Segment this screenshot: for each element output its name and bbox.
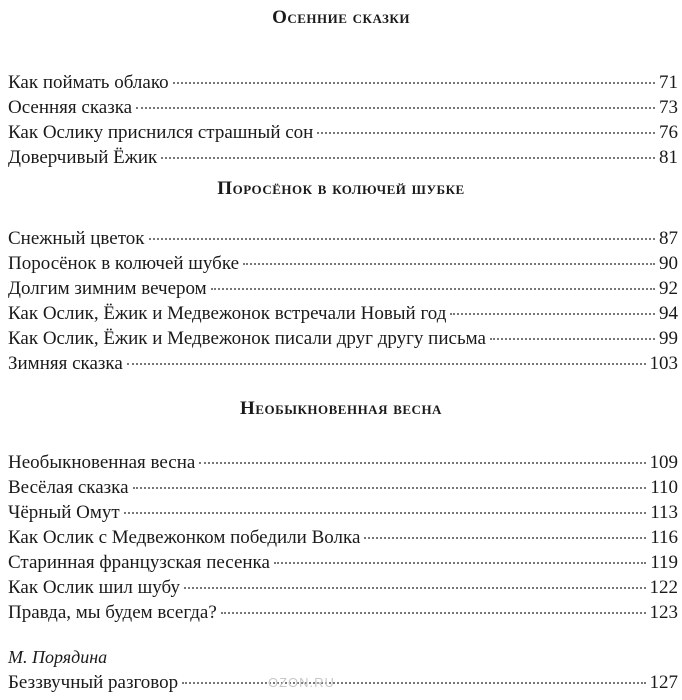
toc-entry	[8, 122, 678, 146]
entry-page: 76	[659, 122, 678, 143]
entry-page: 127	[649, 672, 678, 693]
dot-leader	[124, 512, 647, 514]
entry-page: 92	[659, 278, 678, 299]
entry-title: Долгим зимним вечером	[8, 278, 207, 299]
entry-title: Зимняя сказка	[8, 353, 123, 374]
entry-title: Поросёнок в колючей шубке	[8, 253, 240, 274]
toc-entry	[8, 97, 678, 121]
toc-entry	[8, 502, 678, 526]
toc-entry	[8, 278, 678, 302]
dot-leader	[173, 82, 655, 84]
entry-page: 90	[659, 253, 678, 274]
entry-title: Как поймать облако	[8, 72, 169, 93]
entry-page: 119	[650, 552, 678, 573]
entry-title: Чёрный Омут	[8, 502, 120, 523]
entry-page: 123	[649, 602, 678, 623]
toc-entry	[8, 147, 678, 171]
entry-page: 73	[659, 97, 678, 118]
toc-entry	[8, 477, 678, 501]
dot-leader	[490, 338, 655, 340]
toc-entry	[8, 672, 678, 696]
toc-entry	[8, 303, 678, 327]
entry-title: Старинная французская песенка	[8, 552, 270, 573]
toc-entry	[8, 577, 678, 601]
dot-leader	[133, 487, 647, 489]
entry-page: 103	[649, 353, 678, 374]
entry-title: Доверчивый Ёжик	[8, 147, 158, 168]
toc-entry	[8, 353, 678, 377]
toc-entry	[8, 328, 678, 352]
dot-leader	[450, 313, 655, 315]
entry-page: 109	[649, 452, 678, 473]
entry-page: 99	[659, 328, 678, 349]
entry-title: Как Ослик, Ёжик и Медвежонок встречали Новый год	[8, 303, 447, 324]
entry-page: 71	[659, 72, 678, 93]
dot-leader	[182, 682, 645, 684]
entry-title: Правда, мы будем всегда?	[8, 602, 217, 623]
toc-entry	[8, 253, 678, 277]
author-name: М. Порядина	[8, 647, 108, 667]
entry-title: Необыкновенная весна	[8, 452, 196, 473]
section-heading: Поросёнок в колючей шубке	[217, 178, 465, 199]
dot-leader	[243, 263, 655, 265]
entry-page: 113	[650, 502, 678, 523]
entry-title: Как Ослик с Медвежонком победили Волка	[8, 527, 361, 548]
toc-entry	[8, 72, 678, 96]
entry-title: Весёлая сказка	[8, 477, 129, 498]
entry-title: Осенняя сказка	[8, 97, 133, 118]
dot-leader	[149, 238, 656, 240]
entry-title: Беззвучный разговор	[8, 672, 179, 693]
dot-leader	[199, 462, 645, 464]
entry-page: 116	[650, 527, 678, 548]
entry-title: Как Ослик шил шубу	[8, 577, 180, 598]
entry-title: Как Ослику приснился страшный сон	[8, 122, 314, 143]
dot-leader	[274, 562, 646, 564]
entry-title: Как Ослик, Ёжик и Медвежонок писали друг другу письма	[8, 328, 486, 349]
entry-page: 81	[659, 147, 678, 168]
dot-leader	[184, 587, 646, 589]
toc-entry	[8, 552, 678, 576]
entry-page: 110	[650, 477, 678, 498]
dot-leader	[317, 132, 655, 134]
toc-entry	[8, 527, 678, 551]
entry-page: 122	[649, 577, 678, 598]
toc-entry	[8, 452, 678, 476]
entry-page: 87	[659, 228, 678, 249]
dot-leader	[221, 612, 646, 614]
section-heading: Необыкновенная весна	[240, 398, 442, 419]
dot-leader	[136, 107, 655, 109]
dot-leader	[161, 157, 655, 159]
watermark: OZON.RU	[268, 675, 335, 690]
entry-title: Снежный цветок	[8, 228, 145, 249]
dot-leader	[364, 537, 646, 539]
section-heading: Осенние сказки	[272, 7, 410, 28]
toc-entry	[8, 228, 678, 252]
dot-leader	[211, 288, 655, 290]
dot-leader	[127, 363, 646, 365]
toc-entry	[8, 602, 678, 626]
entry-page: 94	[659, 303, 678, 324]
